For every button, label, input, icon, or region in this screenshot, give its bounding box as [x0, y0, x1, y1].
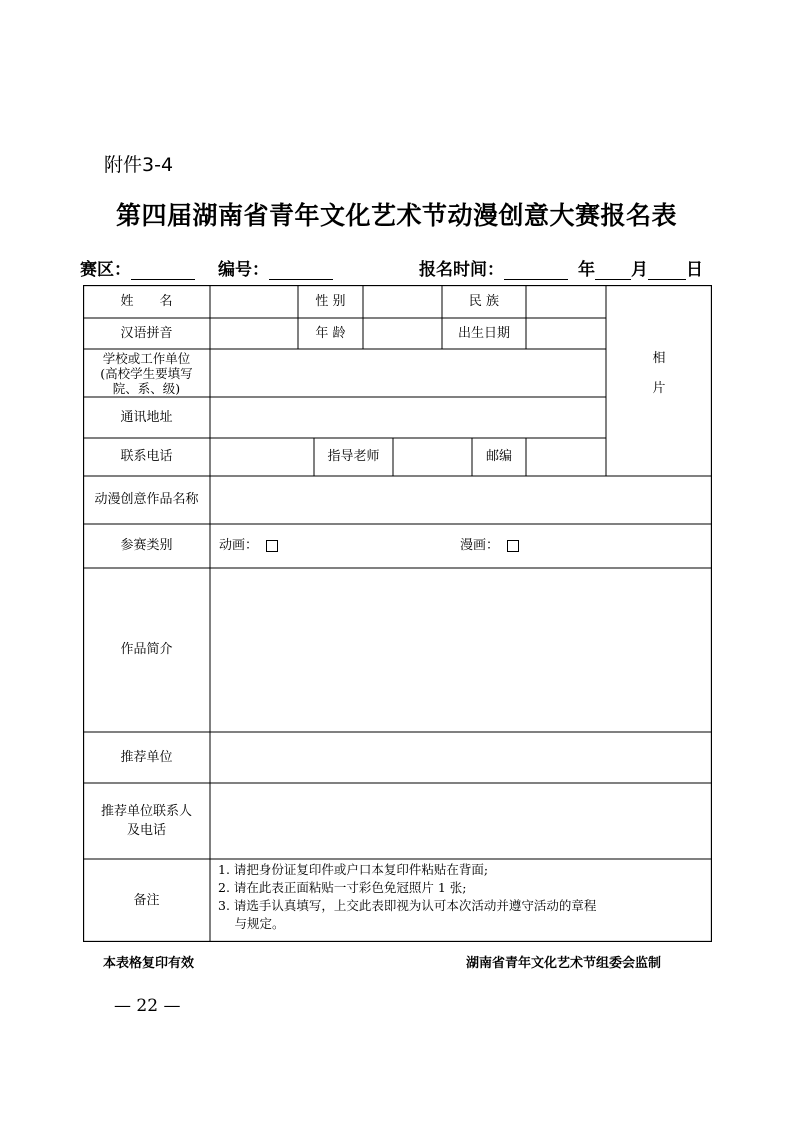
recommender-input[interactable]: [210, 732, 712, 783]
day-label: 日: [686, 260, 703, 280]
year-blank[interactable]: [504, 261, 568, 280]
comic-checkbox[interactable]: [507, 540, 519, 552]
number-field: [218, 255, 333, 280]
page-number: — 22 —: [114, 996, 181, 1016]
age-input[interactable]: [363, 318, 442, 349]
year-label: 年: [578, 260, 595, 280]
note-2: 2. 请在此表正面粘贴一寸彩色免冠照片 1 张;: [218, 880, 467, 895]
postcode-label: 邮编: [485, 449, 512, 464]
note-3: 3. 请选手认真填写，上交此表即视为认可本次活动并遵守活动的章程: [218, 898, 597, 913]
contact-label-line2: 及电话: [126, 823, 166, 838]
gender-input[interactable]: [363, 285, 442, 318]
footer-left-note: 本表格复印有效: [103, 956, 195, 971]
school-label-line1: 学校或工作单位: [102, 350, 191, 366]
pinyin-label: 汉语拼音: [120, 325, 173, 341]
remarks-notes: [218, 861, 596, 933]
note-1: 1. 请把身份证复印件或户口本复印件粘贴在背面;: [218, 862, 489, 877]
name-label: 姓 名: [120, 293, 173, 309]
number-label: 编号：: [218, 260, 269, 280]
animation-option[interactable]: [219, 524, 419, 568]
work-name-label: 动漫创意作品名称: [94, 492, 199, 507]
school-label: [83, 349, 210, 397]
postcode-input[interactable]: [526, 438, 606, 476]
school-label-line3: 院、系、级): [112, 380, 181, 396]
intro-label: 作品简介: [120, 642, 173, 657]
number-blank[interactable]: [269, 261, 333, 280]
form-title: 第四届湖南省青年文化艺术节动漫创意大赛报名表: [115, 201, 677, 230]
contact-label: [83, 783, 210, 859]
remarks-label: 备注: [133, 892, 160, 908]
address-input[interactable]: [210, 397, 606, 438]
phone-input[interactable]: [210, 438, 314, 476]
attachment-label: 附件3-4: [104, 154, 174, 176]
contact-input[interactable]: [210, 783, 712, 859]
phone-label: 联系电话: [120, 449, 173, 464]
pinyin-input[interactable]: [210, 318, 298, 349]
gender-label: 性 别: [315, 293, 346, 309]
intro-input[interactable]: [210, 568, 712, 732]
photo-label-2: 片: [652, 381, 666, 396]
month-label: 月: [631, 260, 648, 280]
ethnicity-label: 民 族: [468, 293, 500, 309]
comic-label: 漫画：: [460, 538, 500, 553]
photo-label-1: 相: [652, 351, 666, 366]
photo-box: [606, 285, 712, 476]
birthdate-label: 出生日期: [457, 325, 510, 341]
animation-checkbox[interactable]: [266, 540, 278, 552]
comic-option[interactable]: [460, 524, 660, 568]
note-4: 与规定。: [218, 916, 285, 931]
day-blank[interactable]: [648, 261, 686, 280]
region-blank[interactable]: [131, 261, 195, 280]
school-label-line2: (高校学生要填写: [100, 365, 193, 381]
region-field: [80, 255, 195, 280]
month-blank[interactable]: [595, 261, 631, 280]
recommender-label: 推荐单位: [120, 749, 173, 765]
work-name-input[interactable]: [210, 476, 712, 524]
age-label: 年 龄: [315, 325, 346, 341]
teacher-input[interactable]: [393, 438, 472, 476]
registration-form: [83, 285, 712, 942]
footer-right-note: 湖南省青年文化艺术节组委会监制: [466, 956, 662, 971]
animation-label: 动画：: [219, 538, 259, 553]
school-input[interactable]: [210, 349, 606, 397]
category-label: 参赛类别: [120, 538, 173, 553]
name-input[interactable]: [210, 285, 298, 318]
region-label: 赛区：: [80, 260, 131, 280]
address-label: 通讯地址: [120, 409, 173, 425]
time-label: 报名时间：: [419, 260, 504, 280]
birthdate-input[interactable]: [526, 318, 606, 349]
time-field: [419, 255, 703, 280]
contact-label-line1: 推荐单位联系人: [100, 804, 192, 819]
teacher-label: 指导老师: [327, 449, 380, 464]
ethnicity-input[interactable]: [526, 285, 606, 318]
